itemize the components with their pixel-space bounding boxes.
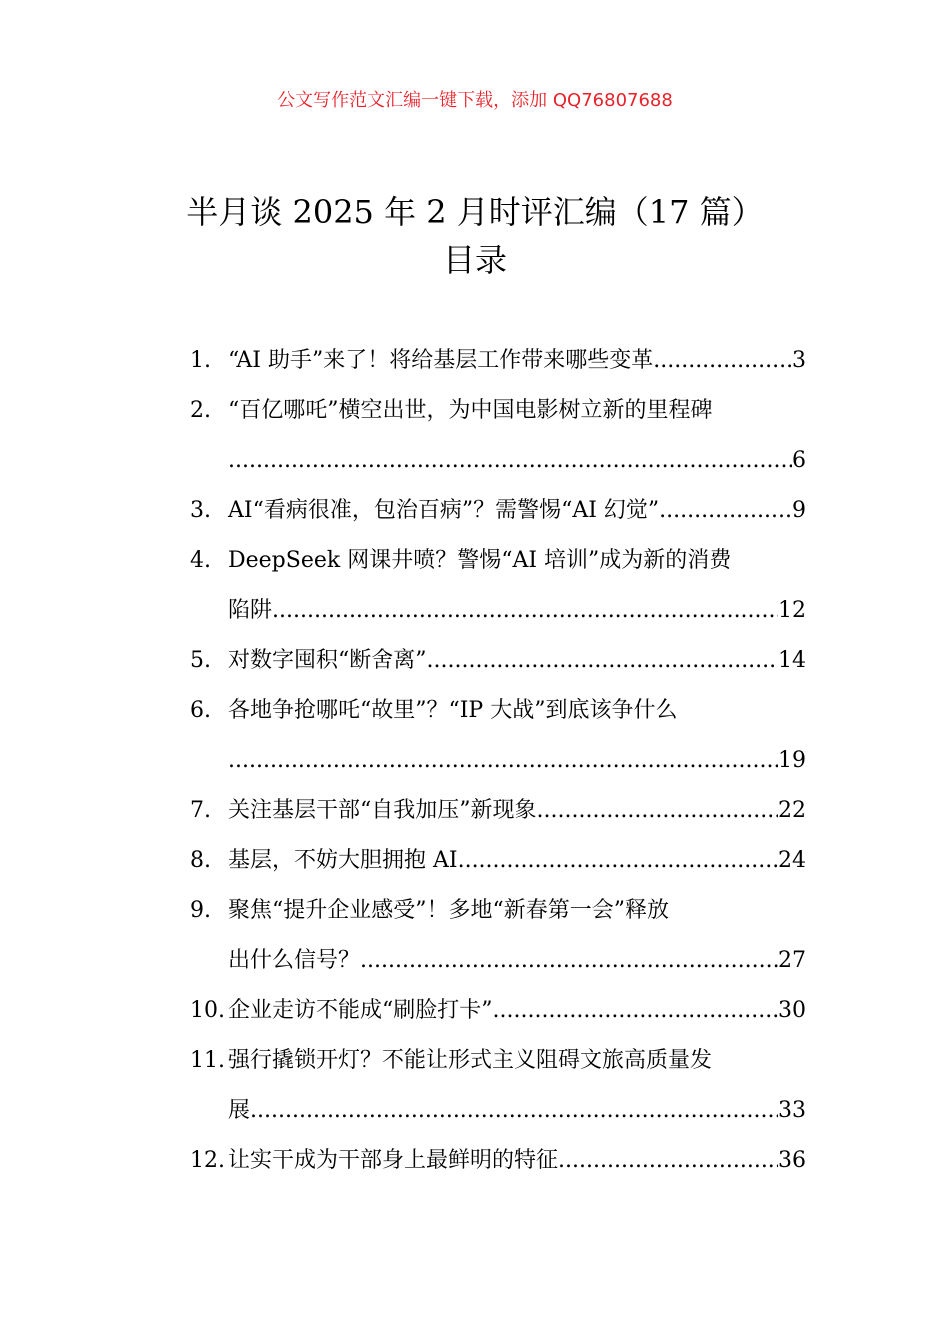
toc-entry-leader-line (228, 986, 806, 1036)
toc-entry[interactable] (190, 536, 806, 636)
toc-page-number: 30 (778, 998, 806, 1023)
toc-entry-title: 聚焦“提升企业感受”！多地“新春第一会”释放 (228, 898, 669, 923)
toc-entry-number: 2. (190, 398, 211, 423)
toc-entry-number: 7. (190, 798, 211, 823)
toc-page-number: 12 (778, 598, 806, 623)
toc-dot-leader (659, 486, 792, 536)
toc-entry[interactable] (190, 336, 806, 386)
toc-entry-leader-line (228, 1086, 806, 1136)
toc-dot-leader (272, 586, 778, 636)
toc-entry-title: 关注基层干部“自我加压”新现象 (228, 798, 537, 823)
toc-dot-leader (558, 1136, 778, 1186)
toc-entry-body (228, 836, 806, 886)
toc-entry-number: 5. (190, 648, 211, 673)
toc-entry-number: 1. (190, 348, 211, 373)
toc-entry-title: 对数字囤积“断舍离” (228, 648, 427, 673)
toc-entry[interactable] (190, 386, 806, 486)
toc-entry-title: 让实干成为干部身上最鲜明的特征 (228, 1148, 559, 1173)
toc-entry-number: 4. (190, 548, 211, 573)
toc-entry-title: 各地争抢哪吒“故里”？“IP 大战”到底该争什么 (228, 698, 678, 723)
toc-entry-title: 企业走访不能成“刷脸打卡” (228, 998, 493, 1023)
toc-entry-body (228, 786, 806, 836)
toc-dot-leader (228, 436, 792, 486)
toc-entry-body (228, 636, 806, 686)
toc-entry-body (228, 486, 806, 536)
download-banner: 公文写作范文汇编一键下载，添加 QQ76807688 (277, 90, 673, 111)
toc-entry-number: 6. (190, 698, 211, 723)
toc-entry[interactable] (190, 636, 806, 686)
toc-entry-title: AI“看病很准，包治百病”？需警惕“AI 幻觉” (228, 498, 660, 523)
toc-entry-leader-line (228, 836, 806, 886)
toc-dot-leader (537, 786, 779, 836)
toc-dot-leader (653, 336, 792, 386)
toc-entry-number: 9. (190, 898, 211, 923)
toc-entry[interactable] (190, 1136, 806, 1186)
toc-entry-number: 8. (190, 848, 211, 873)
toc-entry-body (228, 686, 806, 786)
toc-dot-leader (493, 986, 779, 1036)
toc-dot-leader (250, 1086, 778, 1136)
toc-entry-leader-line (228, 1136, 806, 1186)
toc-entry[interactable] (190, 836, 806, 886)
toc-entry-leader-line (228, 736, 806, 786)
toc-entry-body (228, 386, 806, 486)
toc-entry[interactable] (190, 786, 806, 836)
toc-entry-number: 3. (190, 498, 211, 523)
toc-entry-leader-line (228, 936, 806, 986)
toc-entry-body (228, 536, 806, 636)
toc-entry-leader-line (228, 636, 806, 686)
toc-page-number: 3 (792, 348, 806, 373)
toc-page-number: 6 (792, 448, 806, 473)
document-title (0, 188, 950, 284)
toc-page-number: 9 (792, 498, 806, 523)
toc-dot-leader (228, 736, 778, 786)
toc-entry-number: 10. (190, 998, 225, 1023)
toc-entry-title-continued: 出什么信号？ (228, 948, 361, 973)
toc-entry-leader-line (228, 436, 806, 486)
toc-entry-body (228, 336, 806, 386)
table-of-contents (190, 336, 806, 1186)
toc-entry-title: “百亿哪吒”横空出世，为中国电影树立新的里程碑 (228, 398, 713, 423)
toc-entry-body (228, 986, 806, 1036)
toc-entry-title: “AI 助手”来了！将给基层工作带来哪些变革 (228, 348, 654, 373)
toc-dot-leader (360, 936, 778, 986)
toc-entry[interactable] (190, 986, 806, 1036)
toc-page-number: 36 (778, 1148, 806, 1173)
title-line-2: 目录 (442, 241, 507, 279)
toc-entry-leader-line (228, 486, 806, 536)
toc-entry-title: DeepSeek 网课井喷？警惕“AI 培训”成为新的消费 (228, 548, 732, 573)
toc-entry-leader-line (228, 336, 806, 386)
toc-entry[interactable] (190, 686, 806, 786)
toc-page-number: 33 (778, 1098, 806, 1123)
toc-entry[interactable] (190, 886, 806, 986)
toc-entry-title-continued: 陷阱 (228, 598, 273, 623)
toc-entry[interactable] (190, 1036, 806, 1136)
toc-entry-number: 12. (190, 1148, 225, 1173)
toc-entry[interactable] (190, 486, 806, 536)
toc-entry-title: 强行撬锁开灯？不能让形式主义阻碍文旅高质量发 (228, 1048, 713, 1073)
toc-entry-number: 11. (190, 1048, 225, 1073)
title-line-1: 半月谈 2025 年 2 月时评汇编（17 篇） (186, 193, 764, 231)
toc-page-number: 19 (778, 748, 806, 773)
toc-entry-body (228, 886, 806, 986)
toc-page-number: 22 (778, 798, 806, 823)
toc-entry-leader-line (228, 786, 806, 836)
toc-entry-body (228, 1136, 806, 1186)
toc-page-number: 24 (778, 848, 806, 873)
toc-entry-body (228, 1036, 806, 1136)
toc-dot-leader (458, 836, 778, 886)
toc-entry-title: 基层，不妨大胆拥抱 AI (228, 848, 458, 873)
toc-dot-leader (427, 636, 779, 686)
toc-entry-title-continued: 展 (228, 1098, 251, 1123)
toc-entry-leader-line (228, 586, 806, 636)
toc-page-number: 27 (778, 948, 806, 973)
toc-page-number: 14 (778, 648, 806, 673)
